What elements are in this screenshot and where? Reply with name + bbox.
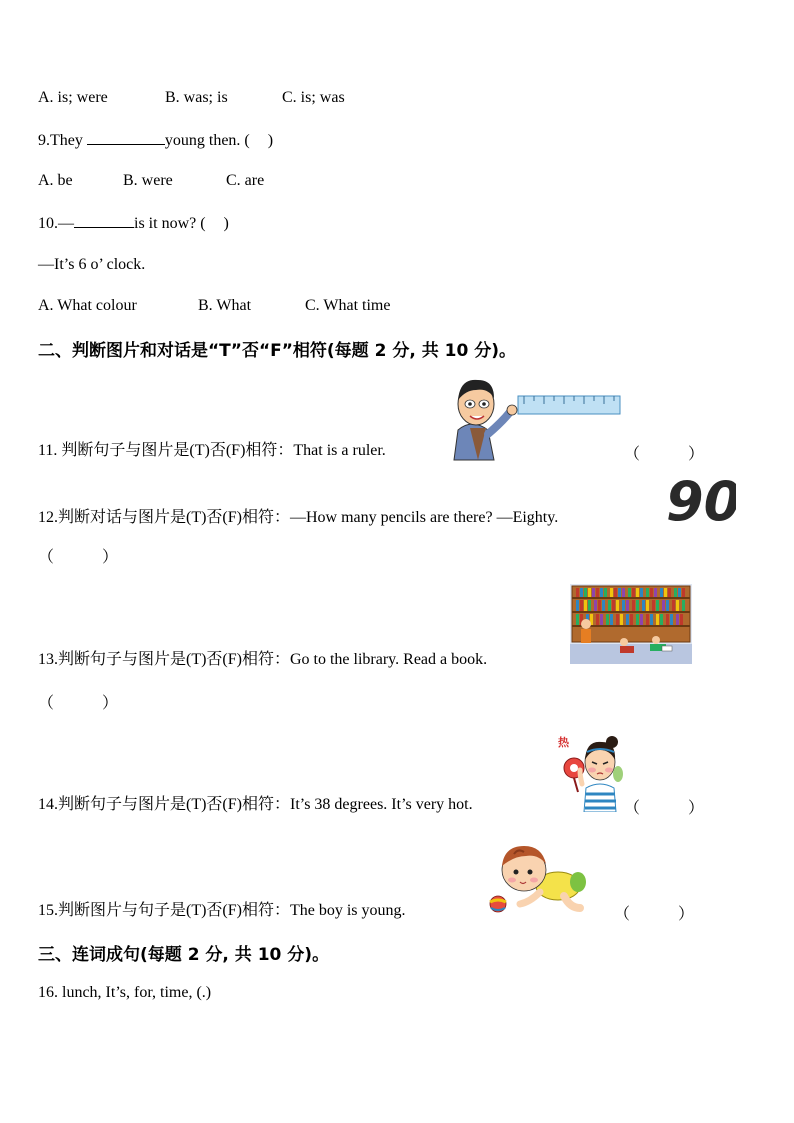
q13-answer-paren: （ ） bbox=[38, 695, 119, 712]
q15-answer-paren: （ ） bbox=[614, 906, 695, 923]
q9-option-b: B. were bbox=[123, 172, 173, 189]
q10-text-after: is it now? ( bbox=[134, 215, 206, 232]
q10-option-a: A. What colour bbox=[38, 297, 137, 314]
q10-blank bbox=[74, 213, 134, 228]
number-90-text: 90 bbox=[666, 470, 736, 526]
section-2-heading: 二、判断图片和对话是“T”否“F”相符(每题 2 分, 共 10 分)。 bbox=[38, 341, 516, 361]
section-3-heading: 三、连词成句(每题 2 分, 共 10 分)。 bbox=[38, 945, 330, 965]
q12-answer-paren: （ ） bbox=[38, 549, 119, 566]
q9-text-after: young then. ( bbox=[164, 132, 250, 149]
q11-text: 11. 判断句子与图片是(T)否(F)相符：That is a ruler. bbox=[38, 442, 386, 459]
q8-option-c: C. is; was bbox=[282, 89, 345, 106]
q9-option-c: C. are bbox=[226, 172, 265, 189]
hot-girl-icon bbox=[552, 730, 626, 812]
q9-blank bbox=[87, 130, 165, 145]
q8-option-b: B. was; is bbox=[165, 89, 228, 106]
library-icon bbox=[570, 584, 692, 664]
q10-number: 10. bbox=[38, 215, 58, 232]
baby-crawling-icon bbox=[484, 836, 594, 916]
q15-text: 15.判断图片与句子是(T)否(F)相符：The boy is young. bbox=[38, 902, 406, 919]
q10-dash: — bbox=[58, 215, 74, 232]
q16-text: 16. lunch, It’s, for, time, (.) bbox=[38, 984, 212, 1001]
hot-label: 热 bbox=[558, 736, 569, 749]
q12-text: 12.判断对话与图片是(T)否(F)相符：—How many pencils are there? —Eighty. bbox=[38, 509, 559, 526]
q10-stem bbox=[38, 213, 229, 234]
q10-option-c: C. What time bbox=[305, 297, 391, 314]
teacher-with-ruler-icon bbox=[448, 372, 624, 462]
q9-option-a: A. be bbox=[38, 172, 73, 189]
q13-text: 13.判断句子与图片是(T)否(F)相符：Go to the library. Read a book. bbox=[38, 651, 488, 668]
q11-answer-paren: （ ） bbox=[624, 446, 705, 463]
q14-text: 14.判断句子与图片是(T)否(F)相符：It’s 38 degrees. It’s very hot. bbox=[38, 796, 473, 813]
q9-close-paren: ) bbox=[267, 132, 274, 149]
q10-option-b: B. What bbox=[198, 297, 252, 314]
q8-option-a: A. is; were bbox=[38, 89, 108, 106]
q9-number: 9. bbox=[38, 132, 50, 149]
q10-close-paren: ) bbox=[223, 215, 229, 232]
q9-text-before: They bbox=[50, 132, 87, 149]
number-90-icon bbox=[664, 470, 736, 526]
q14-answer-paren: （ ） bbox=[624, 800, 705, 817]
q9-stem bbox=[38, 130, 273, 151]
q10-answer: —It’s 6 o’ clock. bbox=[38, 256, 146, 273]
